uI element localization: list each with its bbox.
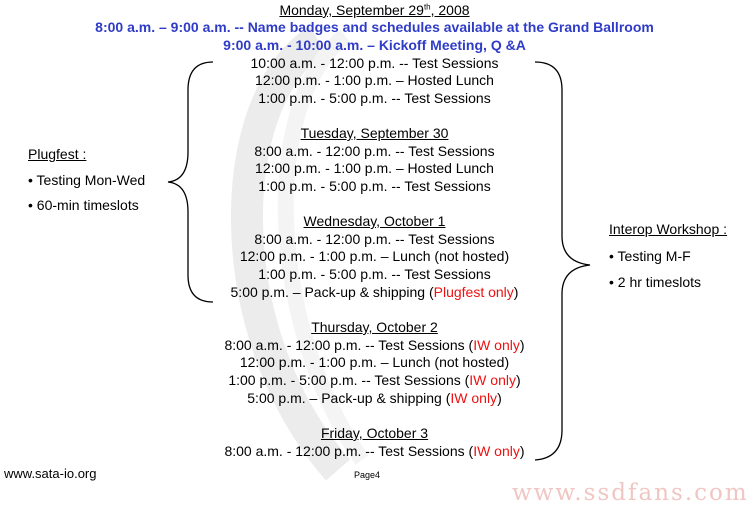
iw-only-note: IW only <box>450 390 498 406</box>
plugfest-bullet: • 60-min timeslots <box>28 197 139 213</box>
schedule-item: 5:00 p.m. – Pack-up & shipping (IW only) <box>247 390 502 406</box>
schedule-item: 10:00 a.m. - 12:00 p.m. -- Test Sessions <box>250 55 499 71</box>
day-title-wednesday: Wednesday, October 1 <box>303 213 446 229</box>
plugfest-brace <box>168 62 213 302</box>
plugfest-bullet: • Testing Mon-Wed <box>28 172 146 188</box>
plugfest-only-note: Plugfest only <box>433 284 514 300</box>
schedule-item: 8:00 a.m. - 12:00 p.m. -- Test Sessions <box>254 231 495 247</box>
schedule-item: 12:00 p.m. - 1:00 p.m. – Hosted Lunch <box>255 160 494 176</box>
schedule-item: 5:00 p.m. – Pack-up & shipping (Plugfest only) <box>230 284 519 300</box>
interop-workshop-bullet: • Testing M-F <box>609 248 691 264</box>
schedule-item: 1:00 p.m. - 5:00 p.m. -- Test Sessions <box>258 178 491 194</box>
footer-website: www.sata-io.org <box>4 466 97 481</box>
schedule-item: 1:00 p.m. - 5:00 p.m. -- Test Sessions <box>258 90 491 106</box>
day-title-thursday: Thursday, October 2 <box>311 319 438 335</box>
schedule-item: 8:00 a.m. - 12:00 p.m. -- Test Sessions (IW only) <box>224 337 525 353</box>
footer-page-number: Page4 <box>354 470 381 480</box>
iw-only-note: IW only <box>469 372 516 388</box>
schedule-item: 8:00 a.m. - 12:00 p.m. -- Test Sessions <box>254 143 495 159</box>
day-title-monday: Monday, September 29th, 2008 <box>279 2 470 18</box>
schedule-item: 8:00 a.m. - 12:00 p.m. -- Test Sessions (IW only) <box>224 443 525 459</box>
header-line-registration: 8:00 a.m. – 9:00 a.m. -- Name badges and schedules available at the Grand Ballroom <box>95 19 654 35</box>
header-line-kickoff: 9:00 a.m. - 10:00 a.m. – Kickoff Meeting, Q &A <box>223 37 526 53</box>
schedule-item: 12:00 p.m. - 1:00 p.m. – Lunch (not hosted) <box>239 248 510 264</box>
iw-only-note: IW only <box>473 337 520 353</box>
iw-only-note: IW only <box>473 443 520 459</box>
interop-workshop-brace <box>535 62 590 460</box>
schedule-item: 1:00 p.m. - 5:00 p.m. -- Test Sessions (IW only) <box>228 372 521 388</box>
interop-workshop-title: Interop Workshop : <box>609 221 728 237</box>
schedule-item: 1:00 p.m. - 5:00 p.m. -- Test Sessions <box>258 266 491 282</box>
schedule-item: 12:00 p.m. - 1:00 p.m. – Hosted Lunch <box>255 72 494 88</box>
day-title-tuesday: Tuesday, September 30 <box>300 125 449 141</box>
schedule-item: 12:00 p.m. - 1:00 p.m. – Lunch (not hosted) <box>239 354 510 370</box>
watermark: www.ssdfans.com <box>512 480 749 506</box>
plugfest-title: Plugfest : <box>28 146 87 162</box>
day-title-friday: Friday, October 3 <box>320 425 429 441</box>
interop-workshop-bullet: • 2 hr timeslots <box>609 274 702 290</box>
